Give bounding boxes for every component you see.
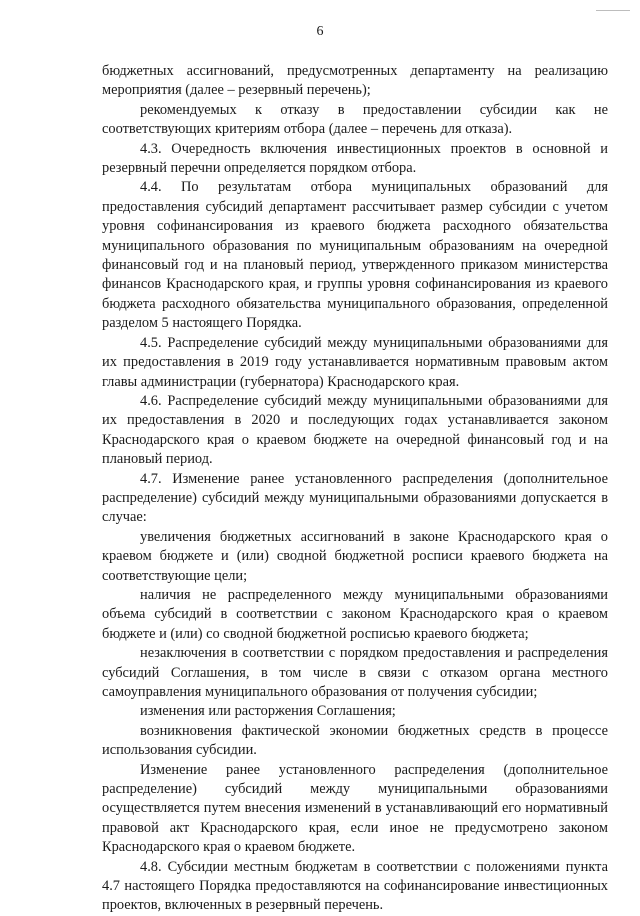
paragraph-case-non-conclusion: незаключения в соответствии с порядком предоставления и распределения субсидий Соглашения, в том числе в связи с отказом органа местного самоуправления муниципального образования от получения субсидии; bbox=[102, 645, 608, 700]
paragraph-case-termination: изменения или расторжения Соглашения; bbox=[140, 703, 396, 720]
paragraph-4-3: 4.3. Очередность включения инвестиционных проектов в основной и резервный перечни определяется порядком отбора. bbox=[102, 140, 608, 177]
paragraph-refusal-list: рекомендуемых к отказу в предоставлении субсидии как не соответствующих критериям отбора (далее – перечень для отказа). bbox=[102, 101, 608, 138]
paragraph-4-7: 4.7. Изменение ранее установленного распределения (дополнительное распределение) субсидий между муниципальными образованиями допускается в случае: bbox=[102, 470, 608, 526]
paragraph-change-procedure: Изменение ранее установленного распределения (дополнительное распределение) субсидий между муниципальными образованиями осуществляется путем внесения изменений в устанавливающий его нормативный правовой акт Краснодарского края, если иное не предусмотрено законом Краснодарского края о краевом бюджете. bbox=[102, 761, 608, 856]
page-number: 6 bbox=[316, 24, 324, 39]
paragraph-case-savings: возникновения фактической экономии бюджетных средств в процессе использования субсидии. bbox=[102, 722, 608, 759]
document-body bbox=[102, 62, 608, 916]
paragraph-case-undistributed: наличия не распределенного между муниципальными образованиями объема субсидий в соответствии с законом Краснодарского края о краевом бюджете и (или) со сводной бюджетной росписью краевого бюджета; bbox=[102, 586, 608, 642]
paragraph-4-4: 4.4. По результатам отбора муниципальных образований для предоставления субсидий департамент рассчитывает размер субсидии с учетом уровня софинансирования из краевого бюджета расходного обязательства муниципального образования по муниципальным образованиям на очередной финансовый год и на плановый период, утвержденного приказом министерства финансов Краснодарского края, и группы уровня софинансирования из краевого бюджета расходного обязательства муниципального образования, определенной разделом 5 настоящего Порядка. bbox=[102, 179, 608, 332]
scan-corner-mark bbox=[596, 10, 630, 14]
paragraph-4-6: 4.6. Распределение субсидий между муниципальными образованиями для их предоставления в 2020 и последующих годах устанавливается законом Краснодарского края о краевом бюджете на очередной финансовый год и на плановый период. bbox=[102, 392, 608, 468]
paragraph-case-increase: увеличения бюджетных ассигнований в законе Краснодарского края о краевом бюджете и (или) сводной бюджетной росписи краевого бюджета на соответствующие цели; bbox=[102, 528, 608, 584]
paragraph-4-8: 4.8. Субсидии местным бюджетам в соответствии с положениями пункта 4.7 настоящего Порядка предоставляются на софинансирование инвестиционных проектов, включенных в резервный перечень. bbox=[102, 858, 608, 914]
paragraph-reserve-list-continuation: бюджетных ассигнований, предусмотренных департаменту на реализацию мероприятия (далее – резервный перечень); bbox=[102, 63, 608, 99]
paragraph-4-5: 4.5. Распределение субсидий между муниципальными образованиями для их предоставления в 2019 году устанавливается нормативным правовым актом главы администрации (губернатора) Краснодарского края. bbox=[102, 334, 608, 390]
